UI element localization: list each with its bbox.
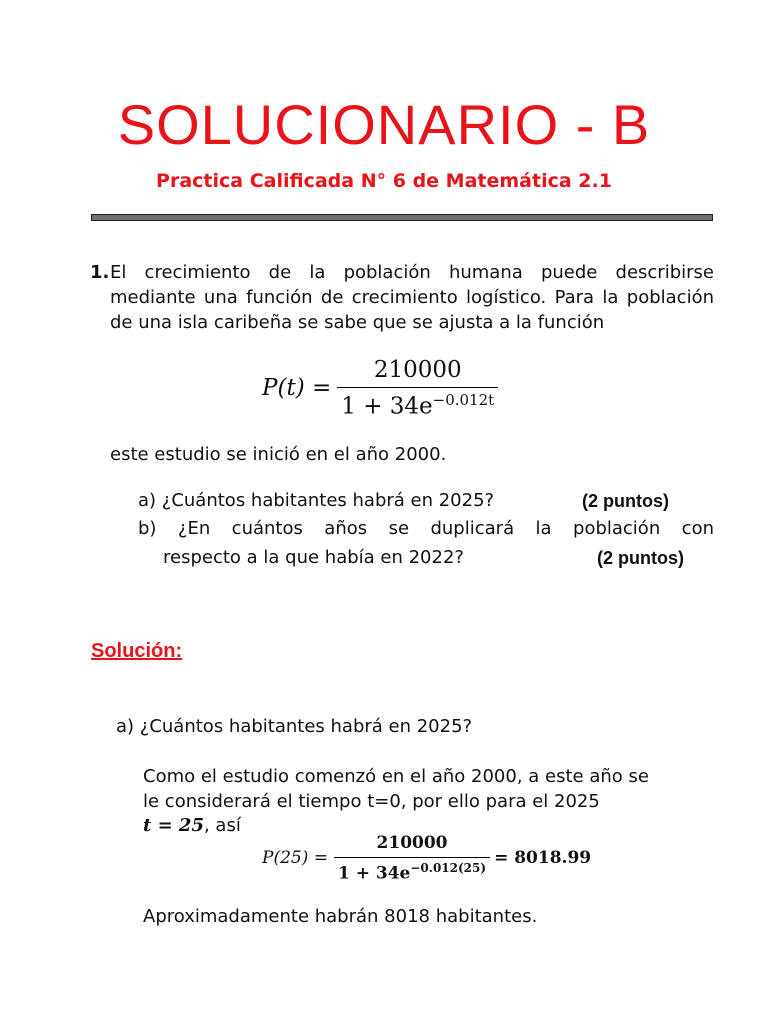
formula-exponent: −0.012t	[432, 390, 495, 409]
problem-statement	[90, 260, 714, 335]
eval-denominator	[334, 857, 490, 884]
solution-heading: Solución:	[91, 640, 183, 662]
t-value: t = 25	[143, 815, 204, 836]
solution-line-2: le considerará el tiempo t=0, por ello para el 2025	[143, 791, 600, 812]
problem-number: 1.	[90, 262, 110, 283]
page-title: SOLUCIONARIO - B	[117, 93, 651, 156]
problem-line-2: mediante una función de crecimiento logístico. Para la	[110, 287, 619, 308]
eval-result: = 8018.99	[494, 848, 592, 868]
logistic-formula	[262, 353, 498, 423]
formula-lhs: P(t) =	[262, 375, 332, 401]
page-subtitle: Practica Calificada N° 6 de Matemática 2.1	[156, 170, 612, 192]
formula-fraction	[337, 357, 498, 420]
points-a: (2 puntos)	[582, 491, 669, 511]
solution-line-1: Como el estudio comenzó en el año 2000, a este año se	[143, 766, 649, 787]
solution-line-3	[143, 813, 241, 838]
question-b-line-1: b) ¿En cuántos años se duplicará la población con	[138, 518, 714, 539]
question-b-line-2: respecto a la que había en 2022?	[163, 547, 464, 568]
problem-line-1: El crecimiento de la población humana puede describirse	[110, 262, 714, 283]
eval-numerator: 210000	[376, 832, 448, 853]
formula-denominator-base: 1 + 34e	[341, 393, 433, 420]
evaluation-formula	[262, 830, 591, 886]
problem-text	[90, 260, 714, 335]
eval-fraction	[334, 833, 490, 884]
solution-conclusion: Aproximadamente habrán 8018 habitantes.	[143, 906, 538, 927]
problem-line-4: función	[537, 312, 605, 333]
eval-lhs: P(25) =	[262, 848, 328, 868]
problem-line-3: población de una isla caribeña se sabe que se ajusta a la	[110, 287, 714, 333]
asi-text: , así	[203, 815, 241, 836]
formula-denominator	[337, 387, 498, 420]
question-a: a) ¿Cuántos habitantes habrá en 2025?	[138, 490, 495, 511]
points-b: (2 puntos)	[597, 548, 684, 568]
study-note: este estudio se inició en el año 2000.	[110, 444, 447, 465]
solution-question-a: a) ¿Cuántos habitantes habrá en 2025?	[116, 716, 473, 737]
title-divider	[91, 214, 713, 221]
formula-numerator: 210000	[373, 356, 462, 383]
eval-denominator-base: 1 + 34e	[337, 863, 411, 884]
eval-exponent: −0.012(25)	[410, 860, 487, 875]
